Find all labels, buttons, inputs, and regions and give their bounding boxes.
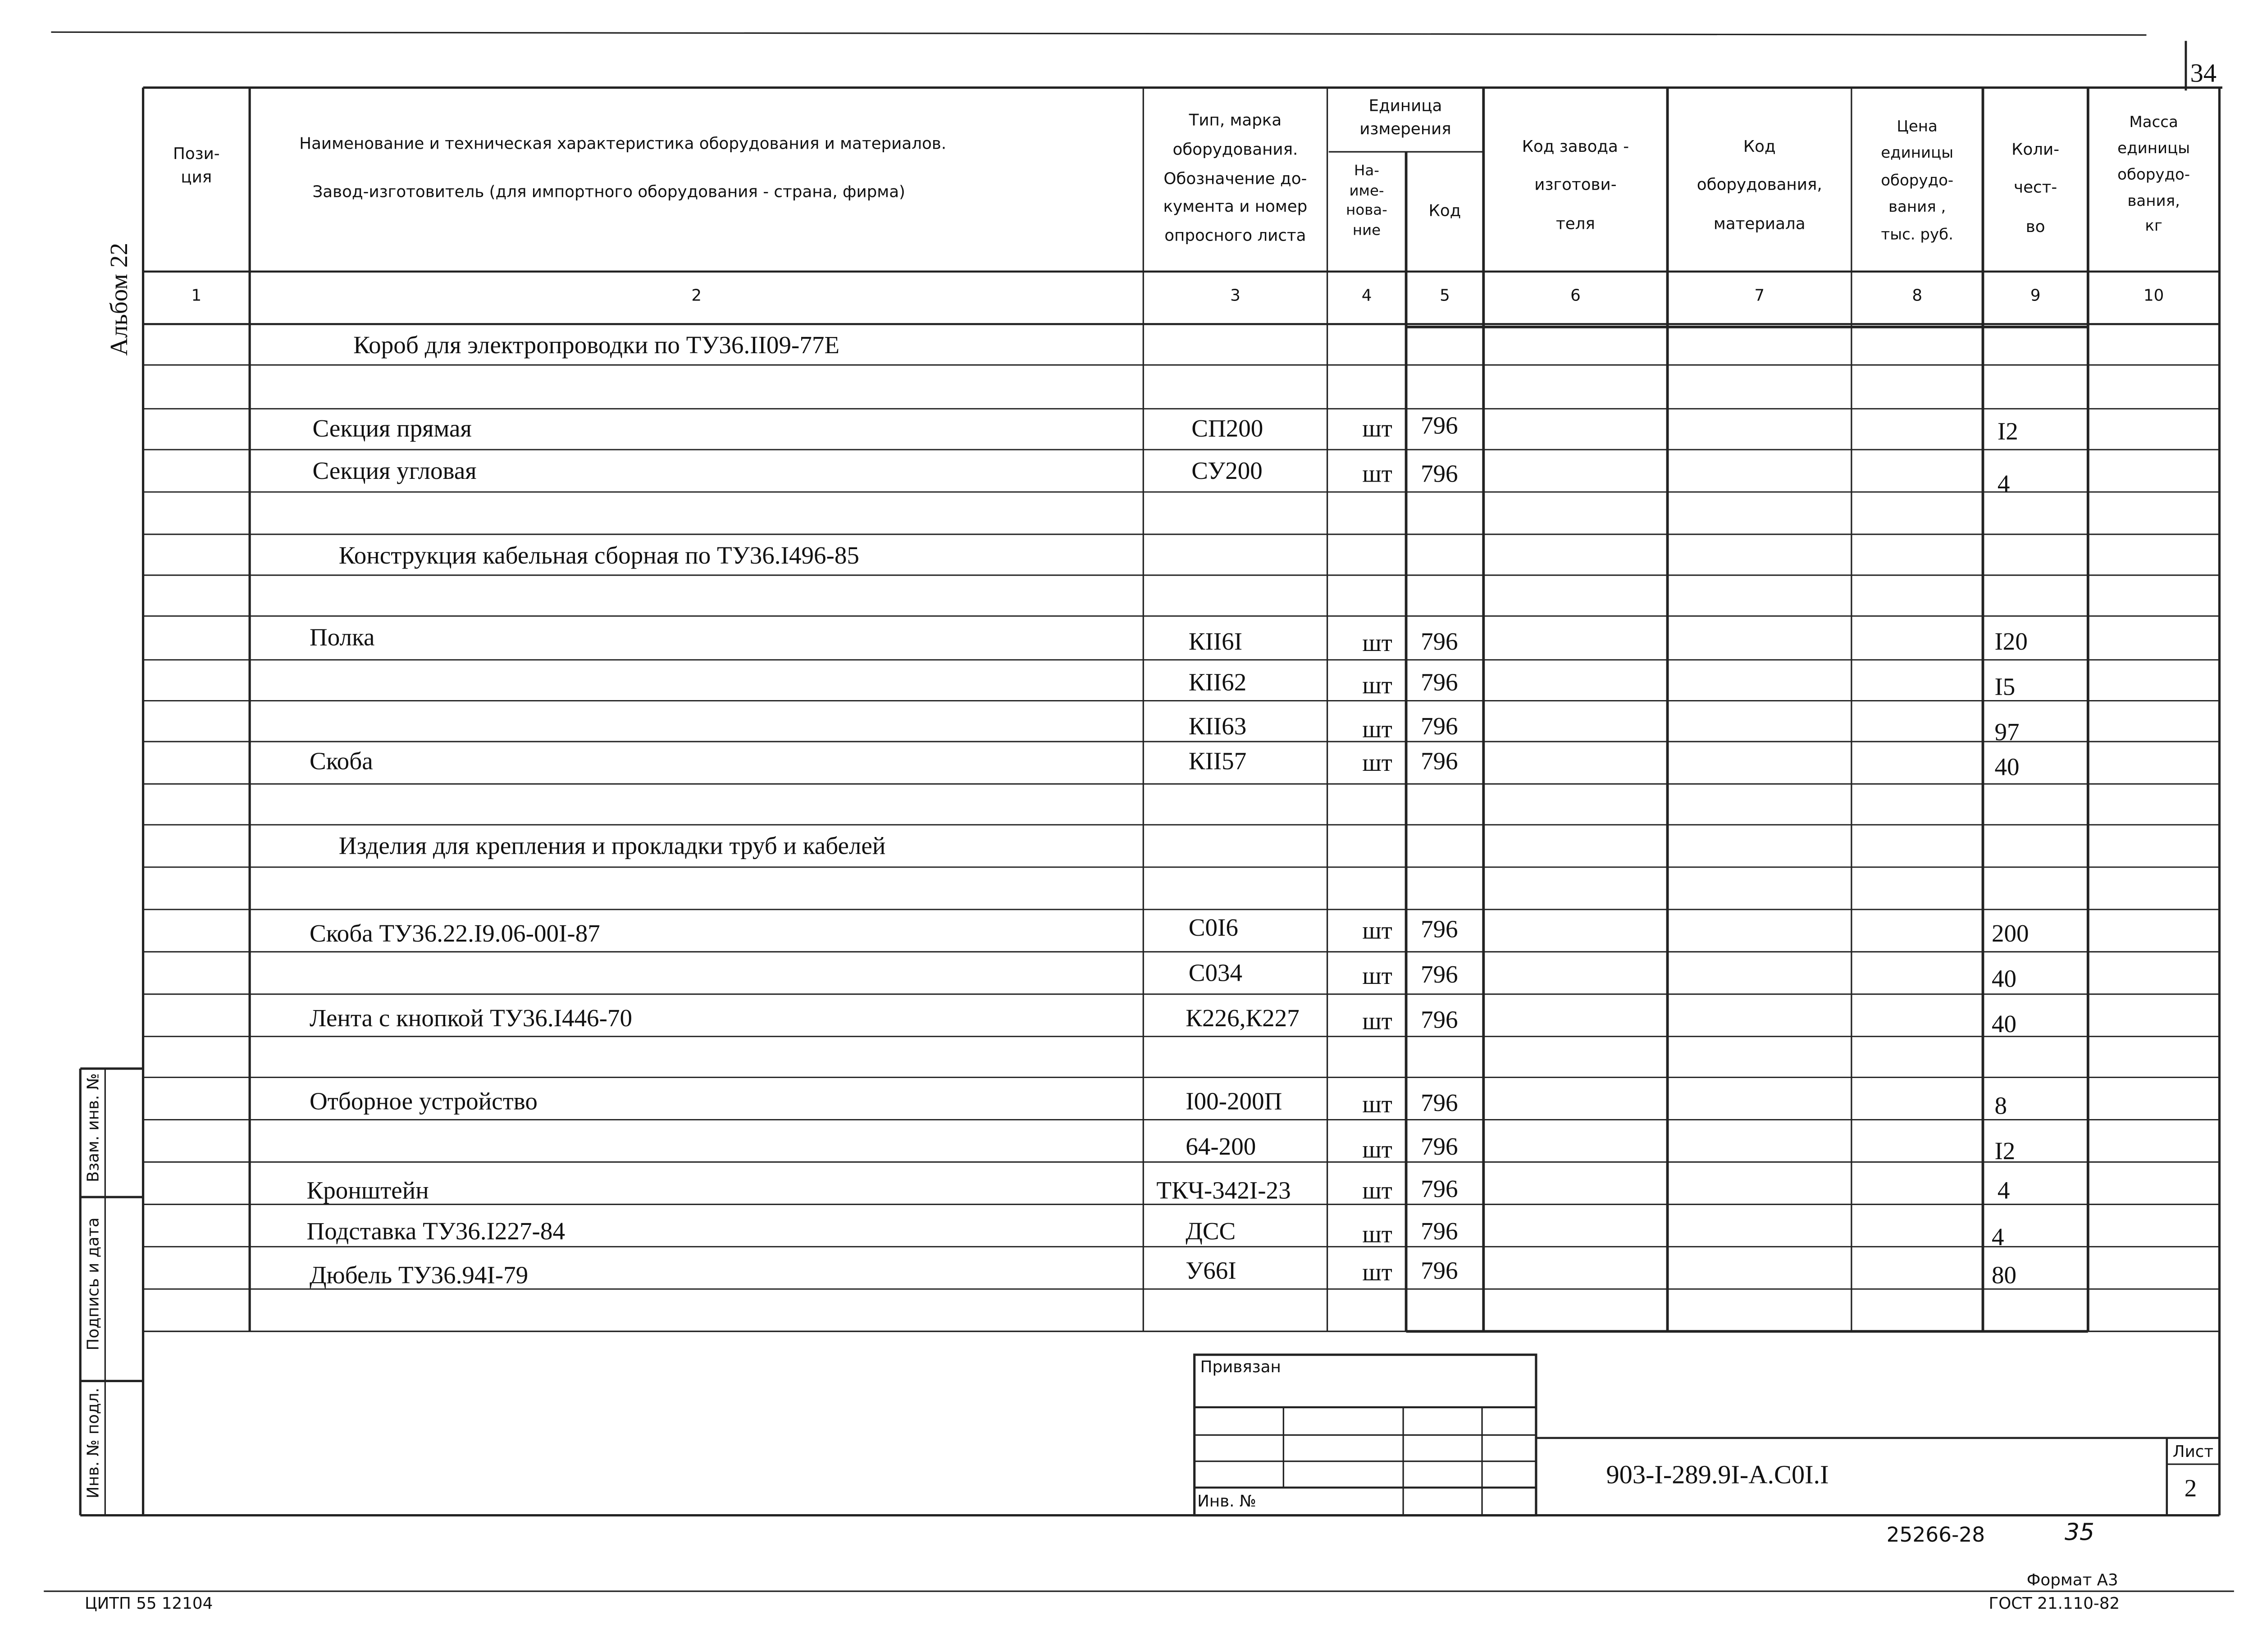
- item-name: Дюбель ТУ36.94I-79: [309, 1261, 529, 1289]
- item-code: 796: [1420, 1006, 1458, 1034]
- column-number-4: 4: [1361, 286, 1372, 305]
- stamp-vzam: [0, 1073, 187, 1183]
- item-unit: шт: [1362, 414, 1392, 442]
- header-col-price: Цена единицы оборудо- вания , тыс. руб.: [1881, 118, 1954, 243]
- item-type: ТКЧ-342I-23: [1156, 1176, 1291, 1205]
- item-unit: шт: [1362, 916, 1392, 945]
- stamp-podpis: [0, 1217, 187, 1351]
- item-type: У66I: [1186, 1257, 1236, 1285]
- header-unit-group: Единица измерения: [1359, 96, 1451, 139]
- header-col-type: Тип, марка оборудования. Обозначение до- кумента и номер опросного листа: [1163, 111, 1308, 246]
- item-type: I00-200П: [1186, 1088, 1282, 1115]
- item-qty: 8: [1994, 1092, 2007, 1120]
- header-col-mass: Масса единицы оборудо- вания, кг: [2117, 114, 2190, 236]
- cipto-label: ЦИТП 55 12104: [84, 1594, 213, 1613]
- album-label-text: Альбом 22: [105, 242, 133, 356]
- item-name: Отборное устройство: [309, 1088, 538, 1115]
- item-unit: шт: [1362, 671, 1392, 700]
- item-code: 796: [1420, 747, 1458, 775]
- header-col-name-line2: Завод-изготовитель (для импортного оборудования - страна, фирма): [312, 182, 905, 202]
- item-type: КII62: [1188, 669, 1247, 696]
- column-number-8: 8: [1912, 286, 1923, 305]
- item-name: Подставка ТУ36.I227-84: [306, 1217, 565, 1246]
- item-code: 796: [1420, 960, 1458, 988]
- item-qty: I5: [1994, 673, 2016, 701]
- item-type: К226,К227: [1186, 1004, 1300, 1032]
- column-number-2: 2: [691, 286, 702, 305]
- item-name: Секция угловая: [312, 457, 477, 485]
- header-col-unit-code: Код: [1428, 201, 1461, 221]
- item-code: 796: [1420, 712, 1458, 740]
- item-name: Скоба: [309, 747, 373, 775]
- item-qty: I20: [1994, 628, 2028, 655]
- item-unit: шт: [1362, 1090, 1392, 1119]
- handwritten-number: 35: [2064, 1518, 2094, 1546]
- header-col-name-line1: Наименование и техническая характеристика оборудования и материалов.: [299, 134, 947, 154]
- item-code: 796: [1420, 915, 1458, 943]
- column-number-10: 10: [2143, 286, 2164, 305]
- item-type: СУ200: [1191, 457, 1263, 485]
- item-code: 796: [1420, 669, 1458, 696]
- gost-label: ГОСТ 21.110-82: [1988, 1594, 2120, 1613]
- stamp-inv-podl: [0, 1388, 187, 1499]
- item-qty: 4: [1997, 470, 2010, 498]
- item-name: Секция прямая: [312, 414, 472, 442]
- header-col-position: Пози- ция: [173, 144, 220, 187]
- column-number-6: 6: [1570, 286, 1581, 305]
- item-unit: шт: [1362, 1176, 1392, 1205]
- item-unit: шт: [1362, 715, 1392, 743]
- item-type: ДСС: [1186, 1217, 1236, 1246]
- item-type: 64-200: [1186, 1133, 1256, 1161]
- item-qty: 97: [1994, 718, 2020, 746]
- column-number-1: 1: [191, 286, 202, 305]
- item-qty: 40: [1991, 1010, 2017, 1038]
- format-label: Формат А3: [2026, 1570, 2118, 1590]
- item-unit: шт: [1362, 749, 1392, 777]
- item-unit: шт: [1362, 962, 1392, 990]
- section-heading: Конструкция кабельная сборная по ТУ36.I496-85: [338, 542, 859, 569]
- item-name: Кронштейн: [306, 1176, 429, 1205]
- item-unit: шт: [1362, 629, 1392, 657]
- item-type: СП200: [1191, 414, 1263, 442]
- item-qty: I2: [1994, 1137, 2016, 1165]
- document-code: 903-I-289.9I-A.C0I.I: [1606, 1460, 1829, 1489]
- item-unit: шт: [1362, 1258, 1392, 1286]
- item-unit: шт: [1362, 1007, 1392, 1035]
- item-type: С0I6: [1188, 914, 1238, 942]
- item-code: 796: [1420, 1257, 1458, 1285]
- section-heading: Изделия для крепления и прокладки труб и кабелей: [338, 832, 886, 860]
- item-code: 796: [1420, 628, 1458, 655]
- item-unit: шт: [1362, 1220, 1392, 1248]
- header-col-factory-code: Код завода - изготови- теля: [1522, 137, 1629, 233]
- header-col-quantity: Коли- чест- во: [2011, 140, 2060, 237]
- stamp-vzam-label: Взам. инв. №: [84, 1073, 103, 1183]
- item-qty: 4: [1997, 1176, 2010, 1205]
- column-number-7: 7: [1754, 286, 1765, 305]
- item-code: 796: [1420, 411, 1458, 440]
- column-number-9: 9: [2030, 286, 2041, 305]
- item-code: 796: [1420, 1133, 1458, 1161]
- item-code: 796: [1420, 460, 1458, 488]
- stamp-podpis-label: Подпись и дата: [84, 1217, 103, 1351]
- item-qty: I2: [1997, 417, 2018, 446]
- archive-number: 25266-28: [1886, 1524, 1985, 1547]
- section-heading: Короб для электропроводки по ТУ36.II09-77Е: [353, 331, 840, 360]
- item-qty: 4: [1991, 1223, 2004, 1252]
- item-name: Скоба ТУ36.22.I9.06-00I-87: [309, 919, 600, 948]
- item-code: 796: [1420, 1217, 1458, 1246]
- item-type: КII6I: [1188, 628, 1243, 655]
- item-qty: 80: [1991, 1261, 2017, 1289]
- header-col-unit-name: На- име- нова- ние: [1346, 163, 1387, 239]
- inv-no-label: Инв. №: [1197, 1492, 1256, 1511]
- column-number-3: 3: [1230, 286, 1241, 305]
- sheet-number-top: 34: [2190, 58, 2217, 88]
- item-type: С034: [1188, 959, 1243, 987]
- item-qty: 200: [1991, 919, 2029, 948]
- item-type: КII57: [1188, 747, 1247, 775]
- privyazan-label: Привязан: [1200, 1357, 1281, 1377]
- item-qty: 40: [1994, 753, 2020, 781]
- list-label: Лист: [2172, 1442, 2214, 1461]
- header-col-equipment-code: Код оборудования, материала: [1697, 137, 1822, 233]
- column-number-5: 5: [1440, 286, 1450, 305]
- item-code: 796: [1420, 1089, 1458, 1117]
- stamp-inv-podl-label: Инв. № подл.: [84, 1388, 103, 1499]
- item-name: Полка: [309, 623, 375, 651]
- item-unit: шт: [1362, 1136, 1392, 1164]
- list-number: 2: [2184, 1474, 2197, 1502]
- item-name: Лента с кнопкой ТУ36.I446-70: [309, 1004, 633, 1032]
- item-type: КII63: [1188, 712, 1247, 740]
- item-qty: 40: [1991, 965, 2017, 993]
- item-unit: шт: [1362, 460, 1392, 488]
- item-code: 796: [1420, 1175, 1458, 1203]
